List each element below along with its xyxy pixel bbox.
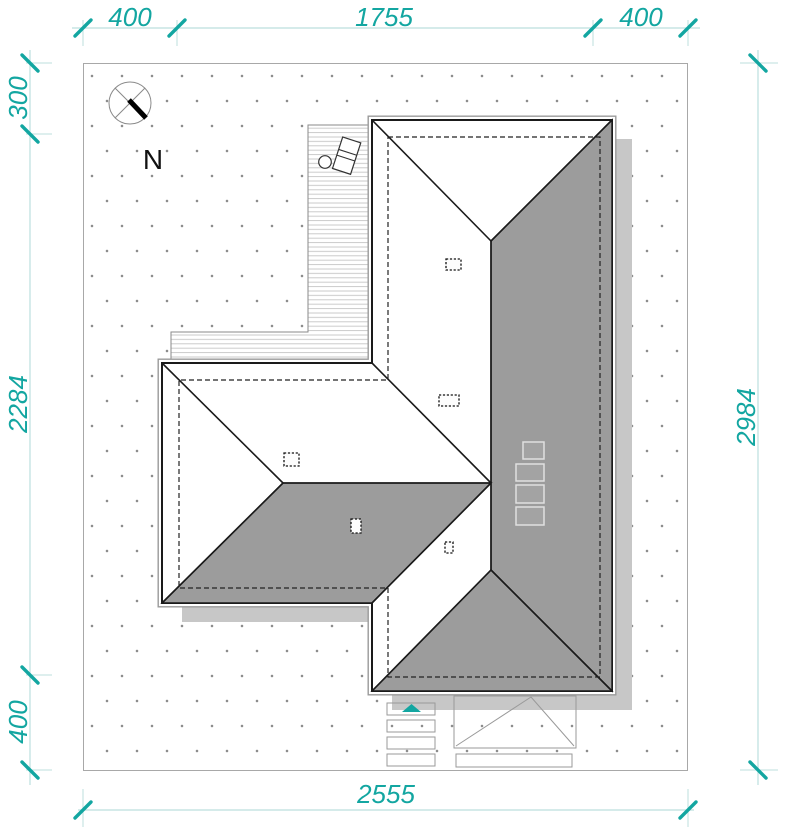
compass-label: N (142, 144, 164, 175)
skylight (523, 442, 544, 459)
dim-top-right-label: 400 (619, 2, 663, 32)
chimney-vent (445, 542, 453, 553)
chimney-vent (351, 519, 361, 533)
entry-step (456, 754, 572, 767)
north-arrow-icon (109, 82, 151, 124)
dim-top-center-label: 1755 (355, 2, 413, 32)
dim-left-top-label: 300 (3, 76, 33, 120)
coffee-table-icon (319, 156, 332, 169)
skylight (516, 485, 544, 503)
skylight (516, 507, 544, 525)
dim-top-left-label: 400 (108, 2, 152, 32)
dim-left-bottom-label: 400 (3, 700, 33, 744)
skylight (516, 464, 544, 481)
chimney-vent (284, 453, 299, 466)
chimney-vent (439, 395, 459, 406)
dim-right-label: 2984 (731, 388, 761, 446)
dim-left-middle-label: 2284 (3, 375, 33, 433)
stair-treads (387, 703, 435, 766)
chimney-vent (446, 259, 461, 270)
dim-bottom-label: 2555 (357, 779, 415, 809)
